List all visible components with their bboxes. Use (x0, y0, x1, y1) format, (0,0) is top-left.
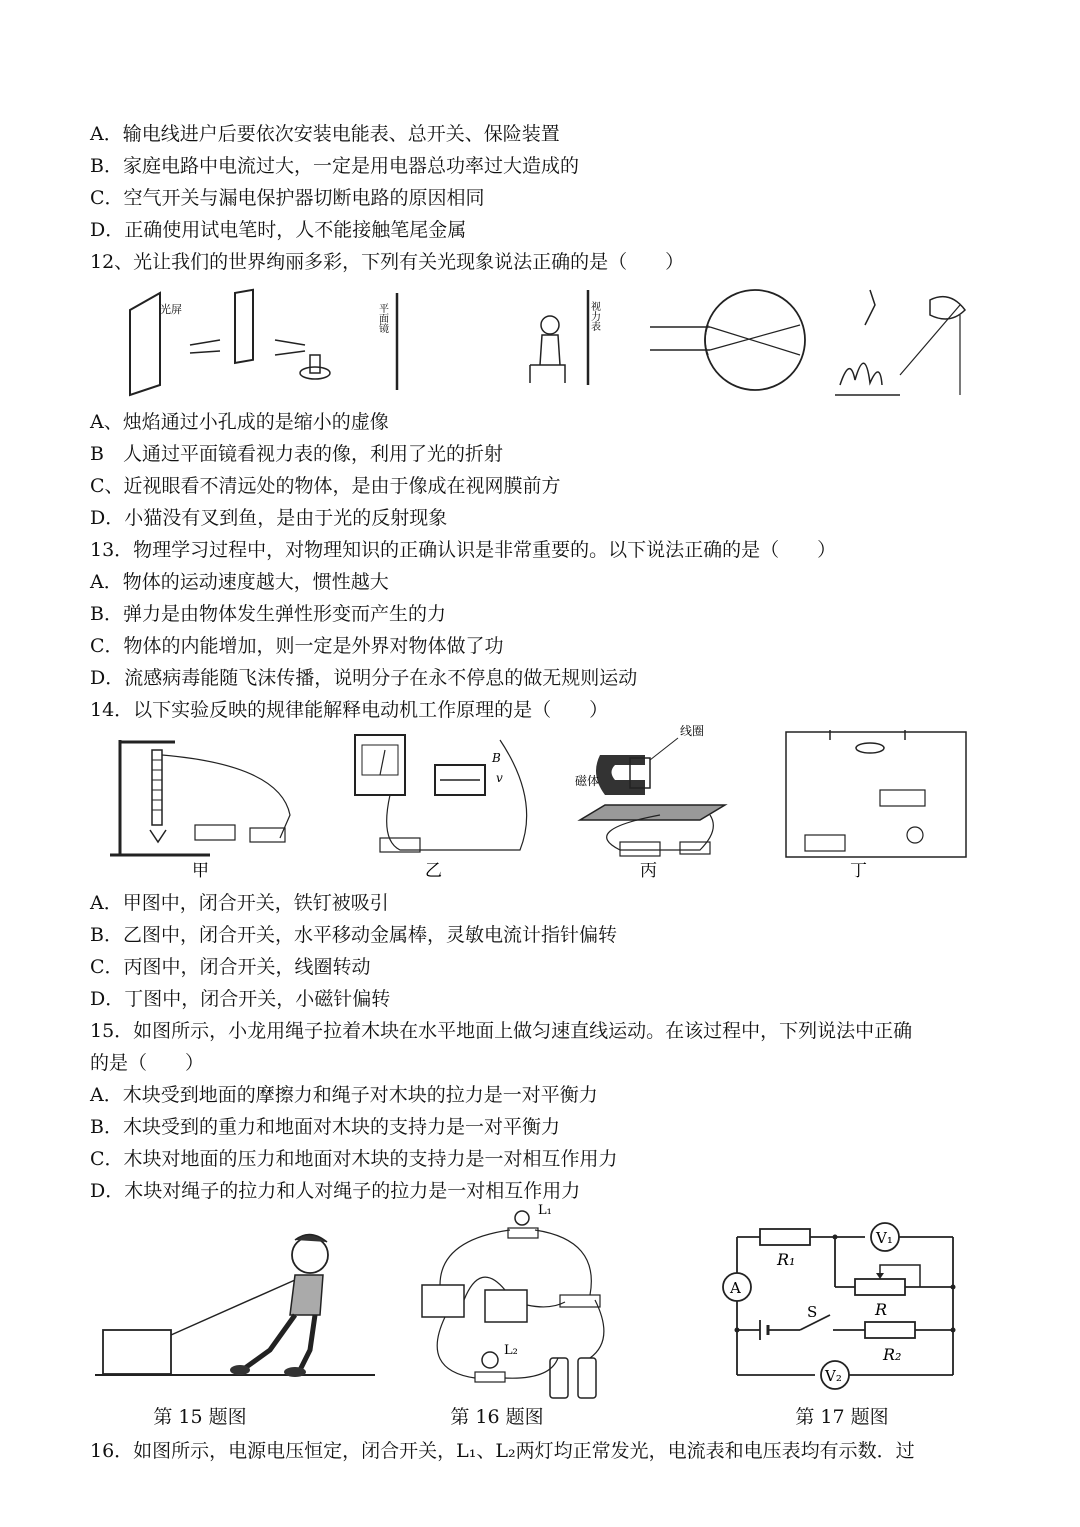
switch-c (620, 842, 660, 856)
q12-figures (110, 285, 980, 400)
label-coil: 线圈 (680, 724, 705, 738)
bulb-l2 (482, 1352, 498, 1368)
electromagnet (152, 750, 162, 825)
q13-option-b: B．弹力是由物体发生弹性形变而产生的力 (90, 603, 446, 625)
r2-resistor (865, 1322, 915, 1338)
q11-option-c: C．空气开关与漏电保护器切断电路的原因相同 (90, 187, 485, 209)
switch-a (250, 828, 285, 842)
label-r1: R₁ (777, 1250, 796, 1269)
label-v1: V₁ (876, 1229, 893, 1247)
fig15 (95, 1220, 375, 1390)
caption-fig15: 第 15 题图 (153, 1406, 247, 1428)
pinhole-board (235, 290, 253, 363)
rope (171, 1280, 295, 1335)
q15-option-b: B．木块受到的重力和地面对木块的支持力是一对平衡力 (90, 1116, 560, 1138)
label-v: v (496, 771, 503, 785)
label-r: R (875, 1300, 888, 1319)
water-plants (840, 363, 882, 385)
nails (150, 830, 166, 842)
fig16 (400, 1200, 630, 1405)
label-a: A (730, 1279, 741, 1297)
meter-left (422, 1285, 464, 1317)
q14-option-d: D．丁图中，闭合开关，小磁针偏转 (90, 988, 391, 1010)
q11-option-a: A．输电线进户后要依次安装电能表、总开关、保险装置 (90, 123, 560, 145)
q12-option-d: D．小猫没有叉到鱼，是由于光的反射现象 (90, 507, 448, 529)
caption-fig17: 第 17 题图 (795, 1406, 889, 1428)
caption-fig16: 第 16 题图 (450, 1406, 544, 1428)
bulb-d (907, 827, 923, 843)
switch-16 (560, 1295, 600, 1307)
person-head (541, 316, 559, 334)
switch-d (880, 790, 925, 806)
q12-stem: 12、光让我们的世界绚丽多彩，下列有关光现象说法正确的是（ ） (90, 251, 685, 273)
screen-label: 光屏 (160, 303, 182, 316)
magnet-bing (596, 755, 645, 795)
q13-option-a: A．物体的运动速度越大，惯性越大 (90, 571, 389, 593)
label-yi: 乙 (425, 861, 442, 881)
boy-head (292, 1237, 328, 1273)
base-board (580, 805, 725, 820)
cat-fork (865, 290, 875, 325)
q14-figures (100, 720, 980, 885)
r1-resistor (760, 1229, 810, 1245)
q15-option-d: D．木块对绳子的拉力和人对绳子的拉力是一对相互作用力 (90, 1180, 581, 1202)
label-bing: 丙 (640, 861, 657, 881)
mirror-label: 平面镜 (376, 303, 388, 333)
battery-2 (578, 1358, 596, 1398)
person-body (530, 335, 565, 383)
battery-1 (550, 1358, 568, 1398)
q16-stem: 16．如图所示，电源电压恒定，闭合开关，L₁、L₂两灯均正常发光，电流表和电压表均有示数．过 (90, 1440, 915, 1462)
q13-option-c: C．物体的内能增加，则一定是外界对物体做了功 (90, 635, 504, 657)
label-r2: R₂ (883, 1345, 902, 1364)
label-b: B (492, 751, 501, 765)
q11-option-d: D．正确使用试电笔时，人不能接触笔尾金属 (90, 219, 467, 241)
fig17 (715, 1215, 965, 1395)
rheostat (195, 825, 235, 840)
eyeball (705, 290, 805, 390)
label-s: S (807, 1303, 818, 1321)
q14-option-a: A．甲图中，闭合开关，铁钉被吸引 (90, 892, 389, 914)
q11-option-b: B．家庭电路中电流过大，一定是用电器总功率过大造成的 (90, 155, 579, 177)
q14-stem: 14．以下实验反映的规律能解释电动机工作原理的是（ ） (90, 699, 609, 721)
q15-option-c: C．木块对地面的压力和地面对木块的支持力是一对相互作用力 (90, 1148, 618, 1170)
q12-option-a: A、烛焰通过小孔成的是缩小的虚像 (90, 411, 389, 433)
label-v2: V₂ (825, 1367, 842, 1385)
q14-option-c: C．丙图中，闭合开关，线圈转动 (90, 956, 371, 978)
q15-stem-line1: 15．如图所示，小龙用绳子拉着木块在水平地面上做匀速直线运动。在该过程中，下列说法中正确 (90, 1020, 913, 1042)
label-l1: L₁ (538, 1203, 552, 1218)
battery-d (805, 835, 845, 851)
q13-option-d: D．流感病毒能随飞沫传播，说明分子在永不停息的做无规则运动 (90, 667, 638, 689)
boy-body (290, 1275, 323, 1315)
label-magnet: 磁体 (575, 774, 600, 788)
q15-option-a: A．木块受到地面的摩擦力和绳子对木块的拉力是一对平衡力 (90, 1084, 598, 1106)
q14-option-b: B．乙图中，闭合开关，水平移动金属棒，灵敏电流计指针偏转 (90, 924, 617, 946)
chart-label: 视力表 (588, 301, 600, 331)
meter-mid (485, 1290, 527, 1322)
screen-shape (130, 293, 160, 395)
bulb-l1 (515, 1211, 529, 1225)
q12-option-b: B 人通过平面镜看视力表的像，利用了光的折射 (90, 443, 503, 465)
candle (310, 355, 320, 373)
q13-stem: 13．物理学习过程中，对物理知识的正确认识是非常重要的。以下说法正确的是（ ） (90, 539, 837, 561)
compass (856, 743, 884, 753)
label-jia: 甲 (192, 861, 209, 881)
boy-leg-back (245, 1315, 295, 1368)
label-ding: 丁 (850, 861, 867, 881)
boy-leg-front (300, 1315, 315, 1370)
rheostat-r (855, 1279, 905, 1295)
label-l2: L₂ (504, 1343, 518, 1358)
q12-option-c: C、近视眼看不清远处的物体，是由于像成在视网膜前方 (90, 475, 561, 497)
q15-stem-line2: 的是（ ） (90, 1052, 205, 1074)
wood-block (103, 1330, 171, 1374)
